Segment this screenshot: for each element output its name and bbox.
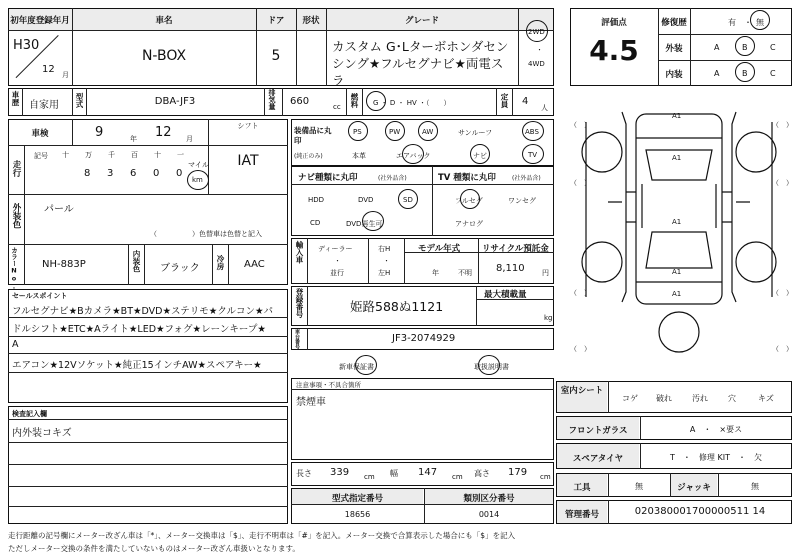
equip-abs: ABS	[525, 128, 539, 136]
car-diagram-svg	[566, 92, 792, 378]
equip-leather: 本革	[352, 152, 366, 160]
diagram-placeholder: （ ）	[570, 179, 591, 187]
jack-label: ジャッキ	[677, 483, 711, 493]
windshield-label: フロントガラス	[568, 426, 628, 436]
mgmt-label: 管理番号	[564, 510, 599, 520]
windshield-options: A ・ ×要ス	[689, 425, 743, 434]
inspector-note: 内外装コキズ	[12, 428, 72, 439]
mileage-unit-mile: マイル	[188, 161, 209, 169]
equip-tv: TV	[528, 151, 538, 159]
diagram-placeholder: （ ）	[570, 345, 591, 353]
equip-sunroof: サンルーフ	[458, 129, 493, 137]
interior-sheet-label: 室内シート	[560, 386, 604, 396]
inspection-month-unit: 月	[186, 135, 193, 143]
notes-value: 禁煙車	[296, 397, 326, 408]
sales-line: ドルシフト★ETC★Aライト★LED★フォグ★レーンキープ★	[12, 324, 266, 335]
plate-value: 姫路588ぬ1121	[350, 299, 444, 314]
fuel-options: G ・ D ・ HV ・（ ）	[373, 99, 451, 107]
disp-label: 排気量	[268, 89, 276, 110]
interior-color-label: 内装色	[132, 250, 141, 273]
type-approval-value: 18656	[344, 510, 371, 519]
repair-label: 修復歴	[661, 18, 687, 28]
mileage-digit: 8	[84, 168, 91, 179]
notes-label: 注意事項・不具合箇所	[296, 381, 361, 389]
score-value: 4.5	[589, 34, 639, 67]
disp-value: 660	[290, 96, 310, 107]
plate-label: 登録番号	[295, 288, 304, 318]
recycle-value: 8,110	[496, 263, 525, 274]
capacity-label: 定員	[500, 93, 509, 108]
color-no-label: カラーNo.	[10, 247, 18, 291]
inspection-year: 9	[95, 125, 104, 140]
tv-analog: アナログ	[455, 220, 483, 228]
mileage-digit: 3	[107, 168, 114, 179]
navi-sd: SD	[403, 196, 413, 204]
recycle-label: リサイクル預託金	[482, 244, 549, 254]
interior-b: B	[742, 69, 748, 78]
use-value: 自家用	[29, 100, 59, 111]
disp-unit: cc	[333, 103, 341, 111]
mileage-digit-label: 万	[85, 151, 92, 159]
import-label: 輸入車	[295, 241, 304, 264]
mgmt-value: 020380001700000511 14	[634, 506, 766, 517]
repair-yes: 有	[728, 18, 736, 27]
car-diagram	[566, 92, 792, 378]
mileage-digit-label: 千	[108, 151, 115, 159]
navi-dvd-play: DVD再生可	[346, 220, 383, 228]
chassis-label: 車台番号	[294, 329, 300, 349]
inspection-month: 12	[155, 125, 172, 140]
import-right: 右H	[378, 245, 391, 253]
inspector-label: 検査記入欄	[12, 410, 47, 418]
diagram-mark: A1	[672, 218, 682, 226]
height-unit: cm	[540, 473, 551, 481]
equip-pw: PW	[389, 128, 401, 136]
spare-label: スペアタイヤ	[572, 454, 624, 464]
mileage-digit: 0	[153, 168, 160, 179]
grade-label: グレード	[404, 16, 439, 26]
diagram-mark: A1	[672, 268, 682, 276]
model-label: 型式	[75, 93, 84, 108]
sales-points-label: セールスポイント	[12, 292, 68, 300]
sales-line: A	[12, 339, 19, 350]
max-load-label: 最大積載量	[484, 290, 527, 300]
equip-ps: PS	[353, 128, 362, 136]
mileage-digits-row	[60, 148, 186, 192]
interior-a: A	[714, 69, 720, 78]
shift-label: シフト	[237, 122, 259, 130]
navi-hdd: HDD	[308, 196, 325, 204]
tools-label: 工具	[573, 483, 591, 493]
interior-grade-label: 内装	[665, 70, 683, 80]
navi-type-label: ナビ種類に丸印	[298, 173, 358, 183]
mileage-unit-km: km	[192, 176, 203, 184]
color-no: NH-883P	[42, 259, 86, 270]
equipment-sub: (純正のみ)	[294, 153, 323, 160]
mileage-digit: 0	[176, 168, 183, 179]
type-approval-label: 型式指定番号	[331, 494, 383, 504]
grade-value: カスタム G･Lターボホンダセンシング★フルセグナビ★両電スラ	[332, 39, 509, 88]
height-label: 高さ	[474, 469, 490, 478]
diagram-placeholder: （ ）	[570, 289, 591, 297]
width-unit: cm	[452, 473, 463, 481]
navi-dvd: DVD	[358, 196, 374, 204]
navi-cd: CD	[310, 219, 321, 227]
tv-oneseg: ワンセグ	[508, 197, 536, 205]
jack-value: 無	[751, 482, 759, 491]
mileage-digit-label: 十	[62, 151, 69, 159]
car-name-label: 車名	[155, 16, 173, 26]
length-unit: cm	[364, 473, 375, 481]
sheet-option: コゲ	[622, 394, 638, 403]
length-value: 339	[330, 467, 350, 478]
model-value: DBA-JF3	[154, 96, 196, 107]
color-label: 外装色	[11, 203, 21, 229]
sales-line: フルセグナビ★Bカメラ★BT★DVD★ステリモ★クルコン★パ	[12, 306, 274, 317]
width-value: 147	[418, 467, 438, 478]
chassis-value: JF3-2074929	[392, 333, 456, 344]
interior-c: C	[770, 69, 776, 78]
diagram-placeholder: （ ）	[772, 345, 793, 353]
ac-value: AAC	[244, 259, 265, 270]
tv-type-label: TV 種類に丸印	[438, 173, 496, 183]
fuel-label: 燃料	[350, 93, 359, 108]
exterior-c: C	[770, 43, 776, 52]
new-warranty: 新車保証書	[339, 363, 374, 371]
score-label: 評価点	[601, 18, 627, 28]
diagram-placeholder: （ ）	[772, 289, 793, 297]
category-value: 0014	[478, 510, 500, 519]
equip-navi: ナビ	[473, 152, 487, 160]
tools-value: 無	[635, 482, 643, 491]
diagram-mark: A1	[672, 112, 682, 120]
max-load-unit: kg	[544, 314, 553, 322]
repair-no: 無	[756, 18, 764, 27]
mileage-digit-label: 百	[131, 151, 138, 159]
model-year-value: 不明	[458, 269, 472, 277]
diagram-placeholder: （ ）	[772, 121, 793, 129]
tv-type-sub: (社外品含)	[512, 175, 541, 182]
import-dealer: ディーラー	[318, 245, 353, 253]
height-value: 179	[508, 467, 528, 478]
exterior-a: A	[714, 43, 720, 52]
footer-line-2: ただしメーター交換の条件を満たしていないものはメーター改ざん車扱いとなります。	[8, 544, 300, 553]
footer-line-1: 走行距離の記号欄にメーター改ざん車は「*」、メーター交換車は「$」、走行不明車は「#」を記入。メーター交換で合算表示した場合にも「$」を記入	[8, 531, 516, 540]
drive-2wd: 2WD	[528, 28, 545, 36]
recycle-unit: 円	[542, 269, 549, 277]
equip-aw: AW	[422, 128, 434, 136]
notes-block	[291, 378, 554, 460]
manual: 取扱説明書	[474, 363, 509, 371]
reg-month-unit: 月	[62, 71, 69, 79]
mileage-symbol-label: 記号	[34, 152, 48, 160]
mileage-label: 走行	[11, 160, 21, 177]
tv-fullseg: フルセグ	[455, 197, 483, 205]
sheet-option: 穴	[728, 394, 736, 403]
shape-label: 形状	[302, 16, 320, 26]
capacity-value: 4	[522, 96, 529, 107]
car-name: N-BOX	[141, 48, 187, 64]
reg-month: 12	[42, 64, 55, 75]
reg-year-label: 初年度登録年月	[10, 16, 70, 26]
shift-value: IAT	[237, 153, 259, 169]
mileage-digit-label: 十	[154, 151, 161, 159]
capacity-unit: 人	[541, 104, 548, 112]
import-left: 左H	[378, 269, 391, 277]
sheet-option: 破れ	[656, 394, 672, 403]
color-value: パール	[44, 204, 74, 215]
use-label: 車歴	[11, 91, 20, 106]
exterior-label: 外装	[665, 44, 683, 54]
spare-options: T ・ 修理 KIT ・ 欠	[670, 453, 762, 462]
model-year-label: モデル年式	[418, 244, 461, 254]
color-note: （ ）色替車は色替と記入	[150, 230, 262, 238]
import-parallel: 並行	[330, 269, 344, 277]
exterior-b: B	[742, 43, 748, 52]
drive-4wd: 4WD	[528, 60, 545, 68]
diagram-placeholder: （ ）	[570, 121, 591, 129]
doors-label: ドア	[267, 16, 285, 26]
sheet-option: キズ	[758, 394, 774, 403]
mileage-digit-label: 一	[177, 151, 184, 159]
diagram-mark: A1	[672, 290, 682, 298]
inspection-year-unit: 年	[130, 135, 137, 143]
sales-line: エアコン★12Vソケット★純正15インチAW★スペアキー★	[12, 360, 262, 371]
diagram-placeholder: （ ）	[772, 179, 793, 187]
reg-era: H30	[13, 38, 40, 53]
mileage-digit: 6	[130, 168, 137, 179]
category-label: 類別区分番号	[463, 494, 515, 504]
navi-type-sub: (社外品含)	[378, 175, 407, 182]
inspection-label: 車検	[31, 129, 49, 139]
doors-value: 5	[271, 48, 281, 64]
equipment-label: 装備品に丸印	[294, 126, 332, 145]
length-label: 長さ	[296, 469, 312, 478]
ac-label: 冷房	[216, 255, 225, 270]
interior-color-value: ブラック	[160, 263, 200, 274]
width-label: 幅	[390, 469, 398, 478]
sheet-option: 汚れ	[692, 394, 708, 403]
equip-airbag: エアバック	[396, 152, 431, 160]
diagram-mark: A1	[672, 154, 682, 162]
model-year-unit: 年	[432, 269, 439, 277]
